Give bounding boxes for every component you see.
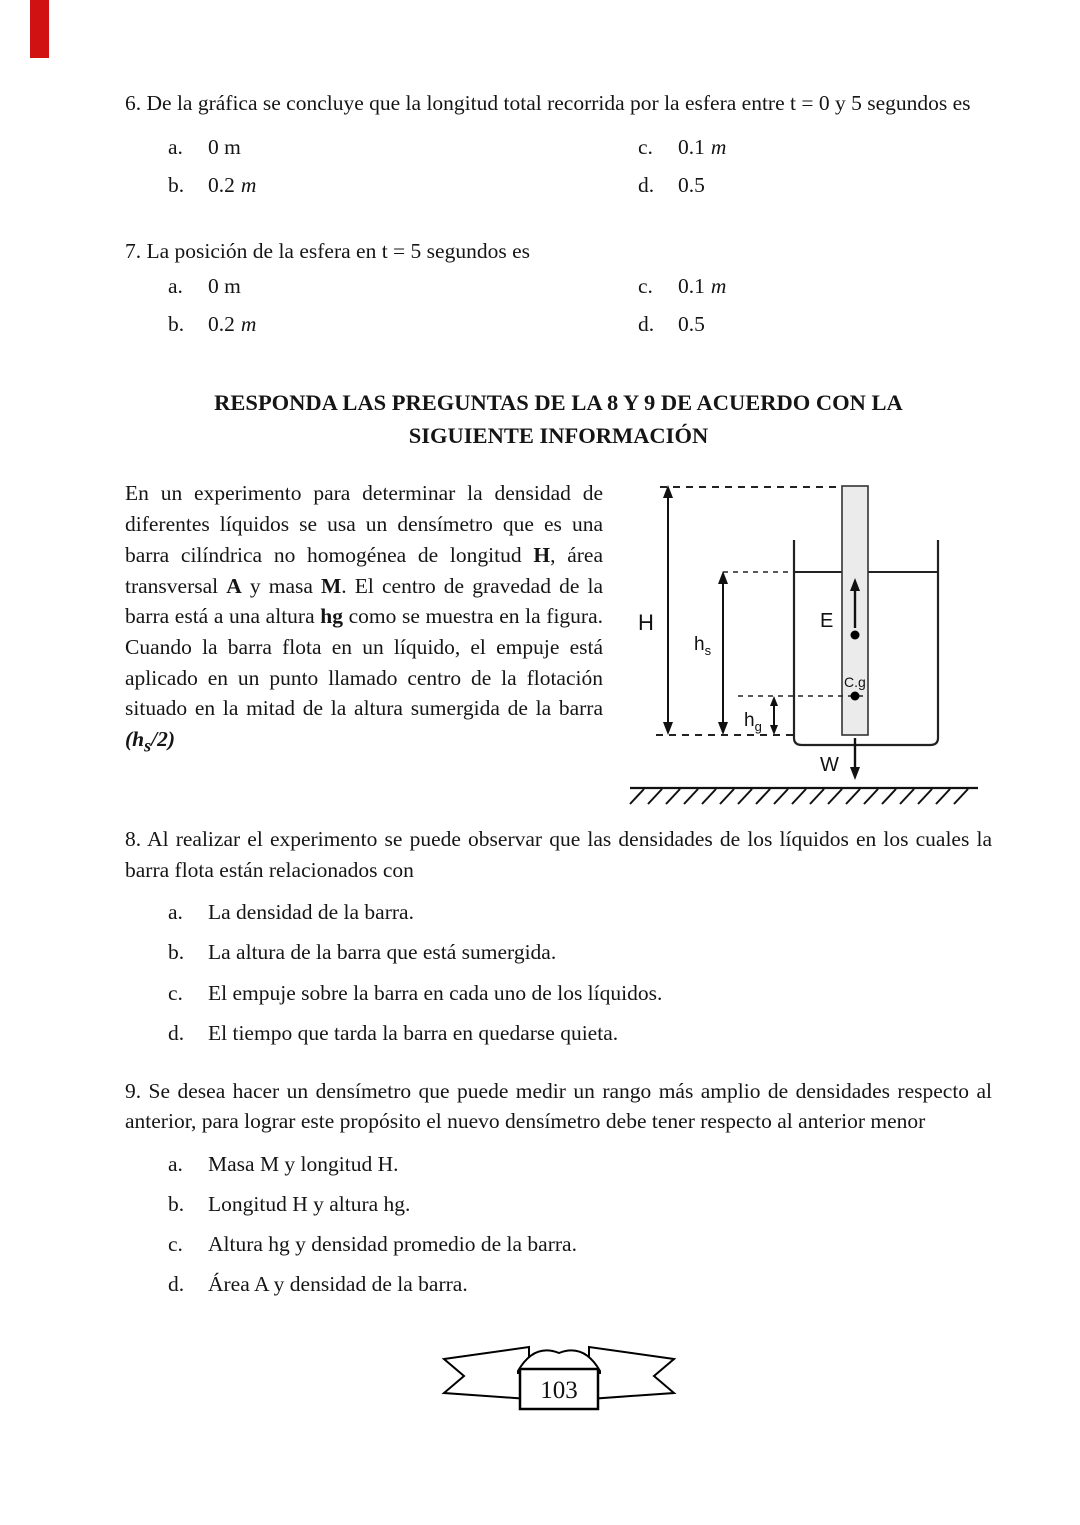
page-number-ribbon [125,1339,992,1419]
option-label: b. [168,312,185,337]
section-heading [125,387,992,452]
info-var-A: A [226,573,242,598]
info-text: como se muestra en la figura. Cuando la barra flota en un líquido, el empuje está aplicado en un punto llamado centro de la flotación situado en la mitad de la altura sumergida de la barra [125,604,603,721]
option-value: 0.2 [208,172,235,197]
option-text: La altura de la barra que está sumergida. [208,940,557,965]
info-text: y masa [241,573,321,598]
option-value: 0 m [208,274,241,299]
info-var-H: H [533,542,551,567]
question-8-text: 8. Al realizar el experimento se puede observar que las densidades de los líquidos en los cuales la barra flota están relacionados con [125,827,992,882]
info-section [125,478,992,816]
option-value: 0.1 [678,274,705,299]
option-a [168,272,638,301]
E-label: E [819,610,833,633]
option-label: d. [168,1272,185,1297]
hg-dimension-arrow [770,696,778,735]
ribbon-right-tail [589,1347,674,1399]
info-text: . El centro de gravedad de la barra está a una altura [125,573,603,629]
option-label: b. [168,1191,185,1216]
question-8-options [168,897,992,1047]
option-value: 0.5 [678,312,705,337]
option-d [638,310,992,339]
option-unit: m [710,134,727,159]
option-label: b. [168,172,185,197]
option-b [168,310,638,339]
option-a [168,1149,992,1179]
option-label: c. [168,980,183,1005]
option-label: a. [168,274,183,299]
page-content [125,88,992,1419]
question-6-options [168,133,992,200]
option-text: El tiempo que tarda la barra en quedarse quieta. [208,1020,619,1045]
option-c [638,272,992,301]
question-7-text: 7. La posición de la esfera en t = 5 segundos es [125,238,530,263]
hs-dimension-arrow [718,571,728,735]
option-unit: m [240,172,257,197]
option-label: b. [168,940,185,965]
question-7-options [168,272,992,339]
option-text: Altura hg y densidad promedio de la barra. [208,1231,577,1256]
question-6-text: 6. De la gráfica se concluye que la longitud total recorrida por la esfera entre t = 0 y 5 segundos es [125,91,971,115]
cg-label: C.g [843,674,866,691]
option-text: Longitud H y altura hg. [208,1191,411,1216]
option-unit: m [240,312,257,337]
option-label: d. [638,172,655,197]
option-c [168,1229,992,1259]
option-label: d. [638,312,655,337]
option-value: 0.2 [208,312,235,337]
info-var-M: M [321,573,342,598]
option-text: La densidad de la barra. [208,900,414,925]
question-9-text: 9. Se desea hacer un densímetro que puede medir un rango más amplio de densidades respecto al anterior, para lograr este propósito el nuevo densímetro debe tener respecto al anterior menor [125,1078,992,1134]
option-d [168,1018,992,1048]
ground-hatching [630,788,978,804]
red-corner-mark [30,0,49,58]
info-var-hg: hg [320,604,343,629]
H-label: H [637,610,654,636]
option-label: c. [168,1231,183,1256]
option-d [638,171,992,200]
option-c [638,133,992,162]
option-value: 0.1 [678,134,705,159]
option-label: a. [168,1151,183,1176]
option-c [168,978,992,1008]
option-b [168,1189,992,1219]
question-9-options [168,1149,992,1299]
densimeter-diagram [626,480,984,816]
info-text: , área transversal [125,542,603,598]
W-label: W [819,754,839,777]
option-label: c. [638,134,653,159]
option-b [168,937,992,967]
option-text: Masa M y longitud H. [208,1151,399,1176]
densimeter-figure [617,478,992,816]
option-value: 0.5 [678,172,705,197]
ribbon-left-tail [444,1347,529,1399]
hg-label: $h_g$ [743,710,762,735]
page-number: 103 [539,1377,578,1405]
section-heading-line2: SIGUIENTE INFORMACIÓN [408,422,709,448]
option-label: c. [638,274,653,299]
info-text: En un experimento para determinar la densidad de diferentes líquidos se usa un densímetro que es una barra cilíndrica no homogénea de longitud [125,481,603,567]
option-unit: m [710,274,727,299]
ribbon-banner [434,1339,684,1419]
option-d [168,1269,992,1299]
info-fraction: $(h_s/2)$ [125,727,175,756]
option-a [168,133,638,162]
section-heading-line1: RESPONDA LAS PREGUNTAS DE LA 8 Y 9 DE ACUERDO CON LA [214,390,903,416]
option-label: a. [168,134,183,159]
option-label: d. [168,1020,185,1045]
H-dimension-arrow [663,485,673,735]
option-text: Área A y densidad de la barra. [208,1272,468,1297]
info-paragraph [125,478,603,816]
option-label: a. [168,900,183,925]
hs-label: $h_s$ [693,634,711,659]
option-text: El empuje sobre la barra en cada uno de los líquidos. [208,980,663,1005]
option-a [168,897,992,927]
option-b [168,171,638,200]
center-of-gravity-dot [850,692,859,701]
option-value: 0 m [208,134,241,159]
